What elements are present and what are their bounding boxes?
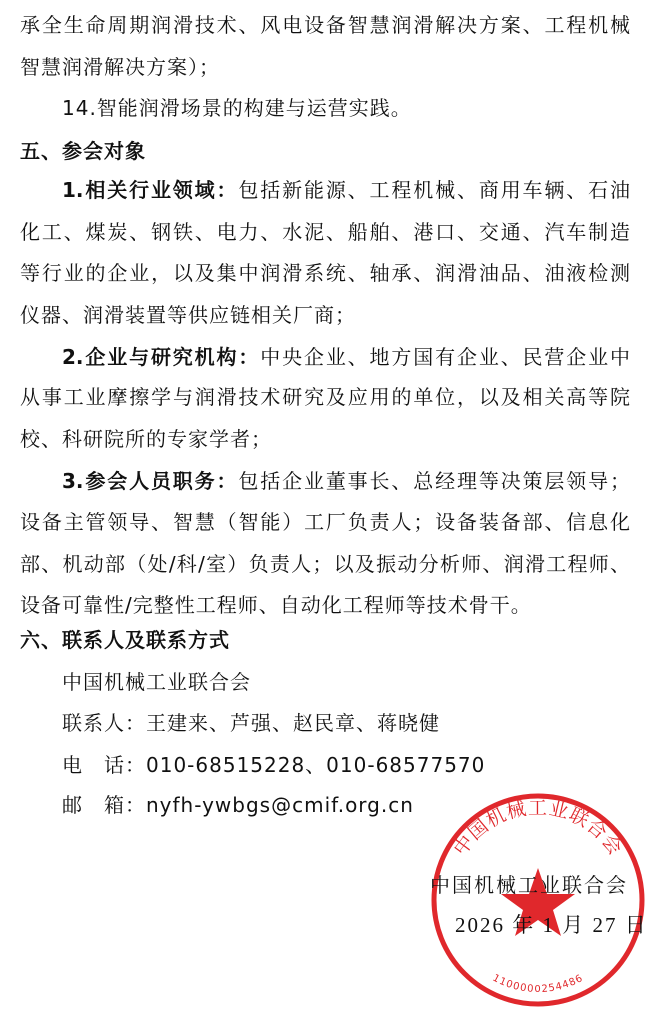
seal-name-text: 中国机械工业联合会 <box>449 797 627 860</box>
list-item-14: 14.智能润滑场景的构建与运营实践。 <box>62 96 412 120</box>
body-line: 从事工业摩擦学与润滑技术研究及应用的单位，以及相关高等院 <box>20 385 630 409</box>
attendee-item-1 <box>62 176 630 204</box>
attendee-item-2 <box>62 343 630 371</box>
item-label: 2.企业与研究机构： <box>62 345 261 369</box>
body-line: 化工、煤炭、钢铁、电力、水泥、船舶、港口、交通、汽车制造 <box>20 220 630 244</box>
body-line: 等行业的企业，以及集中润滑系统、轴承、润滑油品、油液检测 <box>20 261 630 285</box>
contact-email: 邮 箱：nyfh-ywbgs@cmif.org.cn <box>62 793 414 817</box>
contact-org: 中国机械工业联合会 <box>62 670 251 694</box>
body-line: 部、机动部（处/科/室）负责人；以及振动分析师、润滑工程师、 <box>20 552 630 576</box>
attendee-item-3 <box>62 467 630 495</box>
item-label: 3.参会人员职务： <box>62 469 239 493</box>
body-line: 承全生命周期润滑技术、风电设备智慧润滑解决方案、工程机械 <box>20 13 630 37</box>
body-line: 校、科研院所的专家学者； <box>20 427 272 451</box>
item-text: 中央企业、地方国有企业、民营企业中 <box>260 345 630 369</box>
body-line: 设备可靠性/完整性工程师、自动化工程师等技术骨干。 <box>20 593 532 617</box>
contact-phone: 电 话：010-68515228、010-68577570 <box>62 753 486 777</box>
body-line: 设备主管领导、智慧（智能）工厂负责人；设备装备部、信息化 <box>20 510 630 534</box>
body-line: 智慧润滑解决方案）； <box>20 55 220 79</box>
body-line: 仪器、润滑装置等供应链相关厂商； <box>20 303 356 327</box>
section-heading-attendees: 五、参会对象 <box>20 139 146 163</box>
seal-code-text: 1100000254486 <box>490 972 586 995</box>
signature-date: 2026 年 1 月 27 日 <box>455 913 648 937</box>
section-heading-contacts: 六、联系人及联系方式 <box>20 628 230 652</box>
item-label: 1.相关行业领域： <box>62 178 239 202</box>
item-text: 包括新能源、工程机械、商用车辆、石油 <box>238 178 630 202</box>
official-seal <box>418 790 650 1010</box>
signature-org: 中国机械工业联合会 <box>430 873 628 897</box>
contact-persons: 联系人：王建来、芦强、赵民章、蒋晓健 <box>62 711 440 735</box>
item-text: 包括企业董事长、总经理等决策层领导； <box>238 469 630 493</box>
